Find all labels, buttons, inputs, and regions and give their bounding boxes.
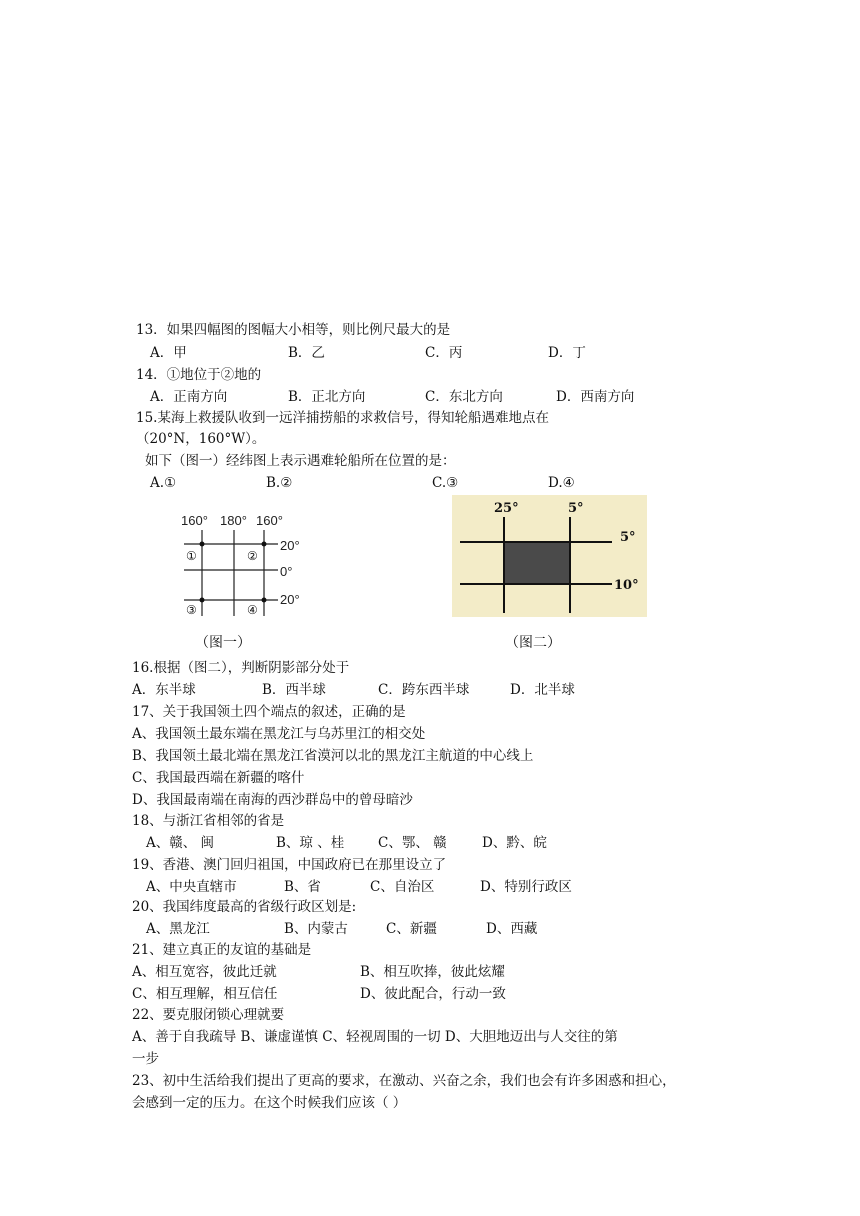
q14-option-c: C．东北方向 [425, 389, 503, 405]
question-19-stem: 19、香港、澳门回归祖国，中国政府已在那里设立了 [132, 857, 447, 873]
q21-option-a: A、相互宽容，彼此迁就 [132, 964, 277, 980]
fig1-lat-bottom-label: 20° [280, 592, 300, 607]
question-21-stem: 21、建立真正的友谊的基础是 [132, 942, 312, 958]
question-13-stem: 13．如果四幅图的图幅大小相等，则比例尺最大的是 [136, 322, 451, 338]
q18-option-b: B、琼 、桂 [276, 835, 345, 851]
question-20-stem: 20、我国纬度最高的省级行政区划是: [132, 899, 357, 915]
fig1-point-2-label: ② [247, 549, 258, 563]
q21-option-d: D、彼此配合，行动一致 [360, 986, 506, 1002]
fig2-shaded-area [504, 542, 570, 584]
q13-option-a: A．甲 [150, 345, 187, 361]
figure-2-shaded-region [452, 495, 647, 617]
q19-option-b: B、省 [284, 879, 321, 895]
q22-options-line-1: A、善于自我疏导 B、谦虚谨慎 C、轻视周围的一切 D、大胆地迈出与人交往的第 [132, 1029, 618, 1045]
q13-option-d: D．丁 [548, 345, 586, 361]
question-22-stem: 22、要克服闭锁心理就要 [132, 1007, 285, 1023]
q16-option-c: C．跨东西半球 [378, 682, 470, 698]
question-15-coordinates: （20°N，160°W）。 [136, 431, 266, 447]
fig2-lon-left-label: 25° [494, 501, 519, 516]
q13-option-c: C．丙 [425, 345, 463, 361]
fig2-lon-right-label: 5° [568, 501, 584, 516]
question-16-stem: 16.根据（图二），判断阴影部分处于 [132, 660, 350, 676]
question-18-stem: 18、与浙江省相邻的省是 [132, 813, 285, 829]
fig1-lat-top-label: 20° [280, 538, 300, 553]
fig1-lon-mid-label: 180° [220, 513, 247, 528]
fig2-lat-top-label: 5° [620, 530, 636, 545]
q20-option-b: B、内蒙古 [284, 921, 348, 937]
q17-option-b: B、我国领土最北端在黑龙江省漠河以北的黑龙江主航道的中心线上 [132, 748, 534, 764]
q15-option-a: A.① [150, 475, 177, 491]
fig1-point-4-label: ④ [247, 603, 258, 617]
question-14-stem: 14．①地位于②地的 [136, 367, 262, 383]
q15-option-c: C.③ [432, 475, 459, 491]
q16-option-a: A．东半球 [132, 682, 196, 698]
q19-option-a: A、中央直辖市 [146, 879, 237, 895]
fig1-lon-left-label: 160° [181, 513, 208, 528]
fig2-lat-bottom-label: 10° [614, 578, 639, 593]
q20-option-c: C、新疆 [386, 921, 437, 937]
question-23-line-2: 会感到一定的压力。在这个时候我们应该（ ） [132, 1095, 407, 1111]
q17-option-a: A、我国领土最东端在黑龙江与乌苏里江的相交处 [132, 726, 426, 742]
q14-option-d: D．西南方向 [556, 389, 635, 405]
q19-option-c: C、自治区 [370, 879, 435, 895]
q14-option-b: B．正北方向 [288, 389, 366, 405]
fig1-point-3-label: ③ [186, 603, 197, 617]
q15-option-d: D.④ [548, 475, 575, 491]
q17-option-c: C、我国最西端在新疆的喀什 [132, 770, 305, 786]
q21-option-b: B、相互吹捧，彼此炫耀 [360, 964, 505, 980]
q18-option-c: C、鄂、 赣 [378, 835, 447, 851]
q21-option-c: C、相互理解，相互信任 [132, 986, 278, 1002]
q13-option-b: B．乙 [288, 345, 325, 361]
fig1-lon-right-label: 160° [256, 513, 283, 528]
q15-option-b: B.② [266, 475, 293, 491]
q20-option-a: A、黑龙江 [146, 921, 210, 937]
figure-2-caption: （图二） [505, 635, 561, 651]
q16-option-b: B．西半球 [262, 682, 326, 698]
q18-option-d: D、黔、皖 [482, 835, 547, 851]
q19-option-d: D、特别行政区 [480, 879, 572, 895]
figure-1-graticule [178, 508, 318, 620]
q22-options-line-2: 一步 [132, 1051, 159, 1067]
question-15-sub: 如下（图一）经纬图上表示遇难轮船所在位置的是： [145, 453, 456, 469]
q16-option-d: D．北半球 [510, 682, 575, 698]
q14-option-a: A．正南方向 [150, 389, 228, 405]
fig1-lat-mid-label: 0° [280, 564, 293, 579]
q20-option-d: D、西藏 [486, 921, 538, 937]
question-15-stem: 15.某海上救援队收到一远洋捕捞船的求救信号，得知轮船遇难地点在 [136, 410, 549, 426]
figure-1-caption: （图一） [195, 635, 251, 651]
q17-option-d: D、我国最南端在南海的西沙群岛中的曾母暗沙 [132, 792, 413, 808]
q18-option-a: A、赣、 闽 [146, 835, 215, 851]
fig1-point-1-label: ① [186, 549, 197, 563]
question-17-stem: 17、关于我国领土四个端点的叙述，正确的是 [132, 704, 406, 720]
question-23-line-1: 23、初中生活给我们提出了更高的要求，在激动、兴奋之余，我们也会有许多困惑和担心， [132, 1073, 676, 1089]
